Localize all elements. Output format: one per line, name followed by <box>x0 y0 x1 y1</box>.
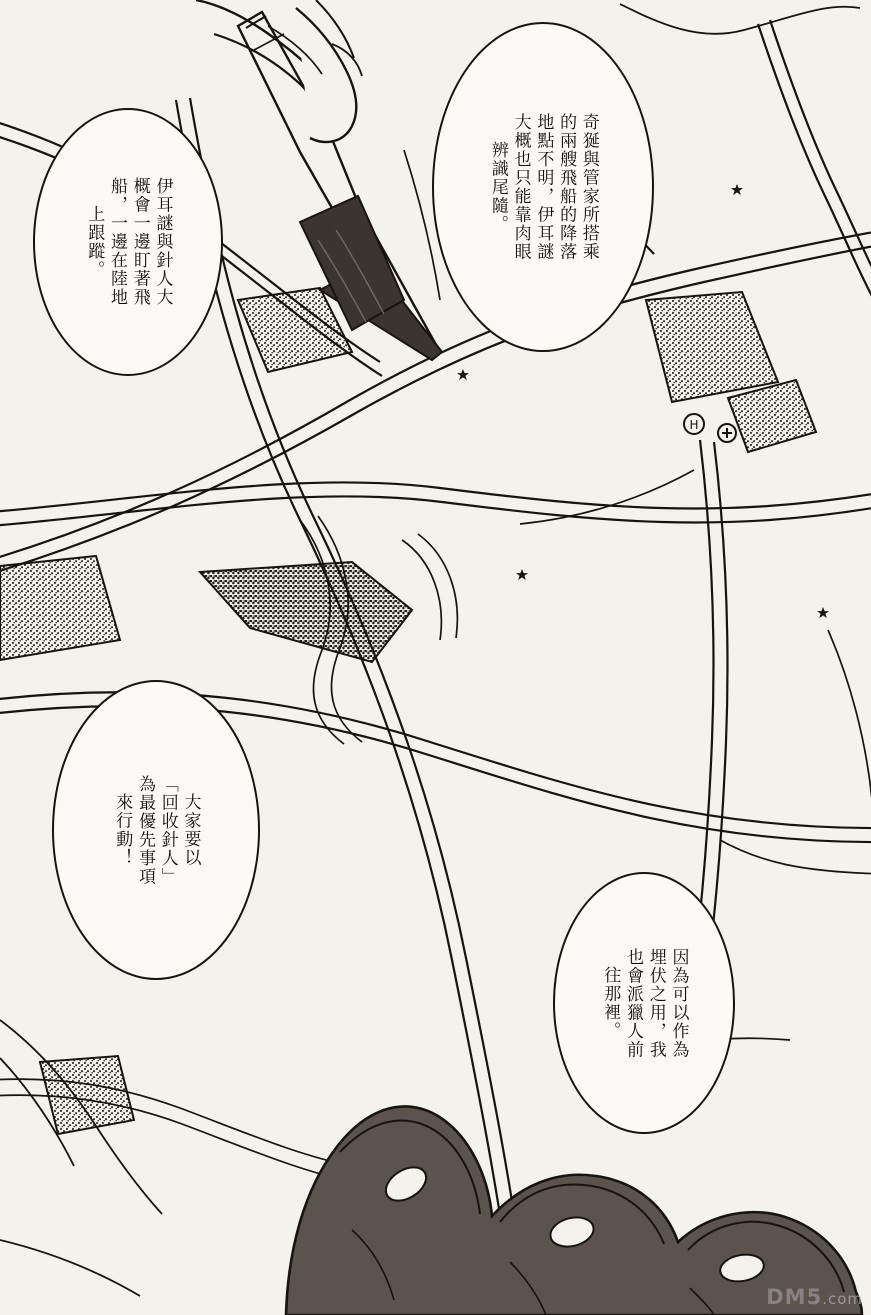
bubble-text-line: 奇狿與管家所搭乘 <box>578 113 599 261</box>
bubble-text-line: 往那裡。 <box>600 966 621 1040</box>
bubble-text-line: 的兩艘飛船的降落 <box>556 113 577 261</box>
cross-icon <box>718 424 736 442</box>
bubble-text-line: 大概也只能靠肉眼 <box>510 113 531 261</box>
bubble-text-line: 因為可以作為 <box>668 947 689 1059</box>
bubble-text-line: 「回收針人」 <box>157 774 178 886</box>
bubble-text-line: 大家要以 <box>180 793 201 867</box>
watermark-suffix: .com <box>822 1290 863 1308</box>
watermark-text: DM5 <box>766 1285 823 1309</box>
bubble-text-line: 埋伏之用，我 <box>645 947 666 1059</box>
bubble-text-line: 上跟蹤。 <box>84 205 105 279</box>
svg-text:H: H <box>689 418 699 432</box>
hospital-icon <box>684 414 704 434</box>
bubble-text-line: 船，一邊在陸地 <box>107 177 127 307</box>
site-watermark <box>766 1285 863 1309</box>
bubble-text-line: 概會一邊盯著飛 <box>129 177 150 307</box>
bubble-text-line: 為最優先事項 <box>135 774 155 886</box>
speech-bubble-1 <box>33 108 223 376</box>
bubble-text-line: 辨識尾隨。 <box>487 140 508 234</box>
bubble-text-line: 伊耳謎與針人大 <box>152 177 173 307</box>
bubble-text-line: 來行動！ <box>112 793 133 867</box>
speech-bubble-2 <box>432 22 654 352</box>
bubble-text-line: 也會派獵人前 <box>623 947 643 1059</box>
bubble-text-line: 地點不明，伊耳謎 <box>533 113 554 261</box>
speech-bubble-4 <box>553 872 735 1134</box>
speech-bubble-3 <box>52 680 260 980</box>
